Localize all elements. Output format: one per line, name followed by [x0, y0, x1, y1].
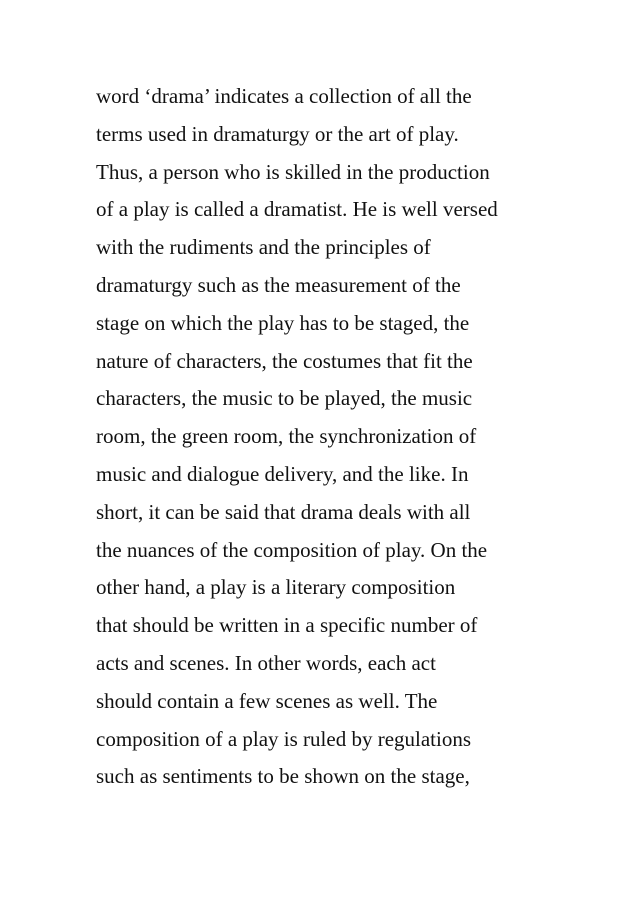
text-line: short, it can be said that drama deals with all: [96, 499, 471, 524]
text-line: the nuances of the composition of play. On the: [96, 537, 488, 562]
text-line: dramaturgy such as the measurement of the: [96, 272, 461, 297]
text-line: that should be written in a specific number of: [96, 613, 478, 638]
text-line: Thus, a person who is skilled in the production: [96, 159, 490, 184]
text-line: with the rudiments and the principles of: [96, 235, 431, 260]
text-line: music and dialogue delivery, and the like. In: [96, 461, 469, 486]
text-line: nature of characters, the costumes that fit the: [96, 348, 473, 373]
body-text: [96, 78, 556, 796]
text-line: should contain a few scenes as well. The: [96, 688, 438, 713]
text-line: acts and scenes. In other words, each act: [96, 650, 436, 675]
text-line: word ‘drama’ indicates a collection of all the: [96, 84, 472, 108]
text-line: characters, the music to be played, the music: [96, 386, 473, 411]
text-line: terms used in dramaturgy or the art of play.: [96, 121, 459, 146]
text-line: of a play is called a dramatist. He is well versed: [96, 197, 498, 222]
text-line: stage on which the play has to be staged, the: [96, 310, 470, 335]
text-line: such as sentiments to be shown on the stage,: [96, 764, 470, 789]
text-line: other hand, a play is a literary composition: [96, 575, 456, 600]
text-line: composition of a play is ruled by regulations: [96, 726, 472, 751]
text-line: room, the green room, the synchronization of: [96, 424, 477, 449]
